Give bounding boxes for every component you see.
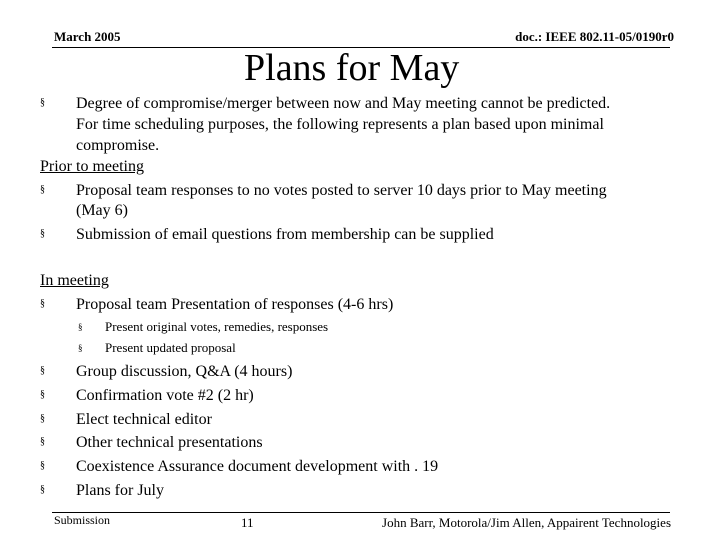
footer-rule [52, 512, 670, 513]
bullet-icon: § [40, 97, 45, 108]
in-item-6: Plans for July [76, 482, 164, 499]
in-item-5: Coexistence Assurance document development with . 19 [76, 458, 439, 475]
intro-line-1: Degree of compromise/merger between now and May meeting cannot be predicted. [76, 95, 611, 112]
in-meeting-heading: In meeting [40, 272, 109, 289]
in-item-2: Confirmation vote #2 (2 hr) [76, 387, 254, 404]
bullet-icon: § [40, 436, 45, 447]
bullet-icon: § [40, 460, 45, 471]
intro-line-3: compromise. [76, 137, 160, 154]
page-title: Plans for May [244, 47, 460, 89]
bullet-icon: § [40, 365, 45, 376]
intro-line-2: For time scheduling purposes, the following represents a plan based upon minimal [76, 116, 604, 133]
sub-item-2: Present updated proposal [105, 340, 236, 355]
sub-bullet-icon: § [78, 343, 83, 353]
footer-page-number: 11 [241, 515, 254, 530]
prior-item-1-line-2: (May 6) [76, 202, 128, 219]
prior-heading: Prior to meeting [40, 158, 144, 175]
bullet-icon: § [40, 413, 45, 424]
bullet-icon: § [40, 484, 45, 495]
bullet-icon: § [40, 228, 45, 239]
footer-authors: John Barr, Motorola/Jim Allen, Appairent Technologies [382, 515, 671, 530]
prior-item-1-line-1: Proposal team responses to no votes posted to server 10 days prior to May meeting [76, 182, 607, 199]
footer-submission: Submission [54, 513, 111, 527]
in-meeting-first-item: Proposal team Presentation of responses (4-6 hrs) [76, 296, 394, 313]
header-doc-id: doc.: IEEE 802.11-05/0190r0 [515, 29, 674, 44]
in-item-1: Group discussion, Q&A (4 hours) [76, 363, 293, 380]
bullet-icon: § [40, 184, 45, 195]
sub-item-1: Present original votes, remedies, responses [105, 319, 329, 334]
in-item-4: Other technical presentations [76, 434, 263, 451]
bullet-icon: § [40, 389, 45, 400]
bullet-icon: § [40, 298, 45, 309]
prior-item-2: Submission of email questions from membership can be supplied [76, 226, 494, 243]
in-item-3: Elect technical editor [76, 411, 212, 428]
header-date: March 2005 [54, 29, 121, 44]
sub-bullet-icon: § [78, 322, 83, 332]
